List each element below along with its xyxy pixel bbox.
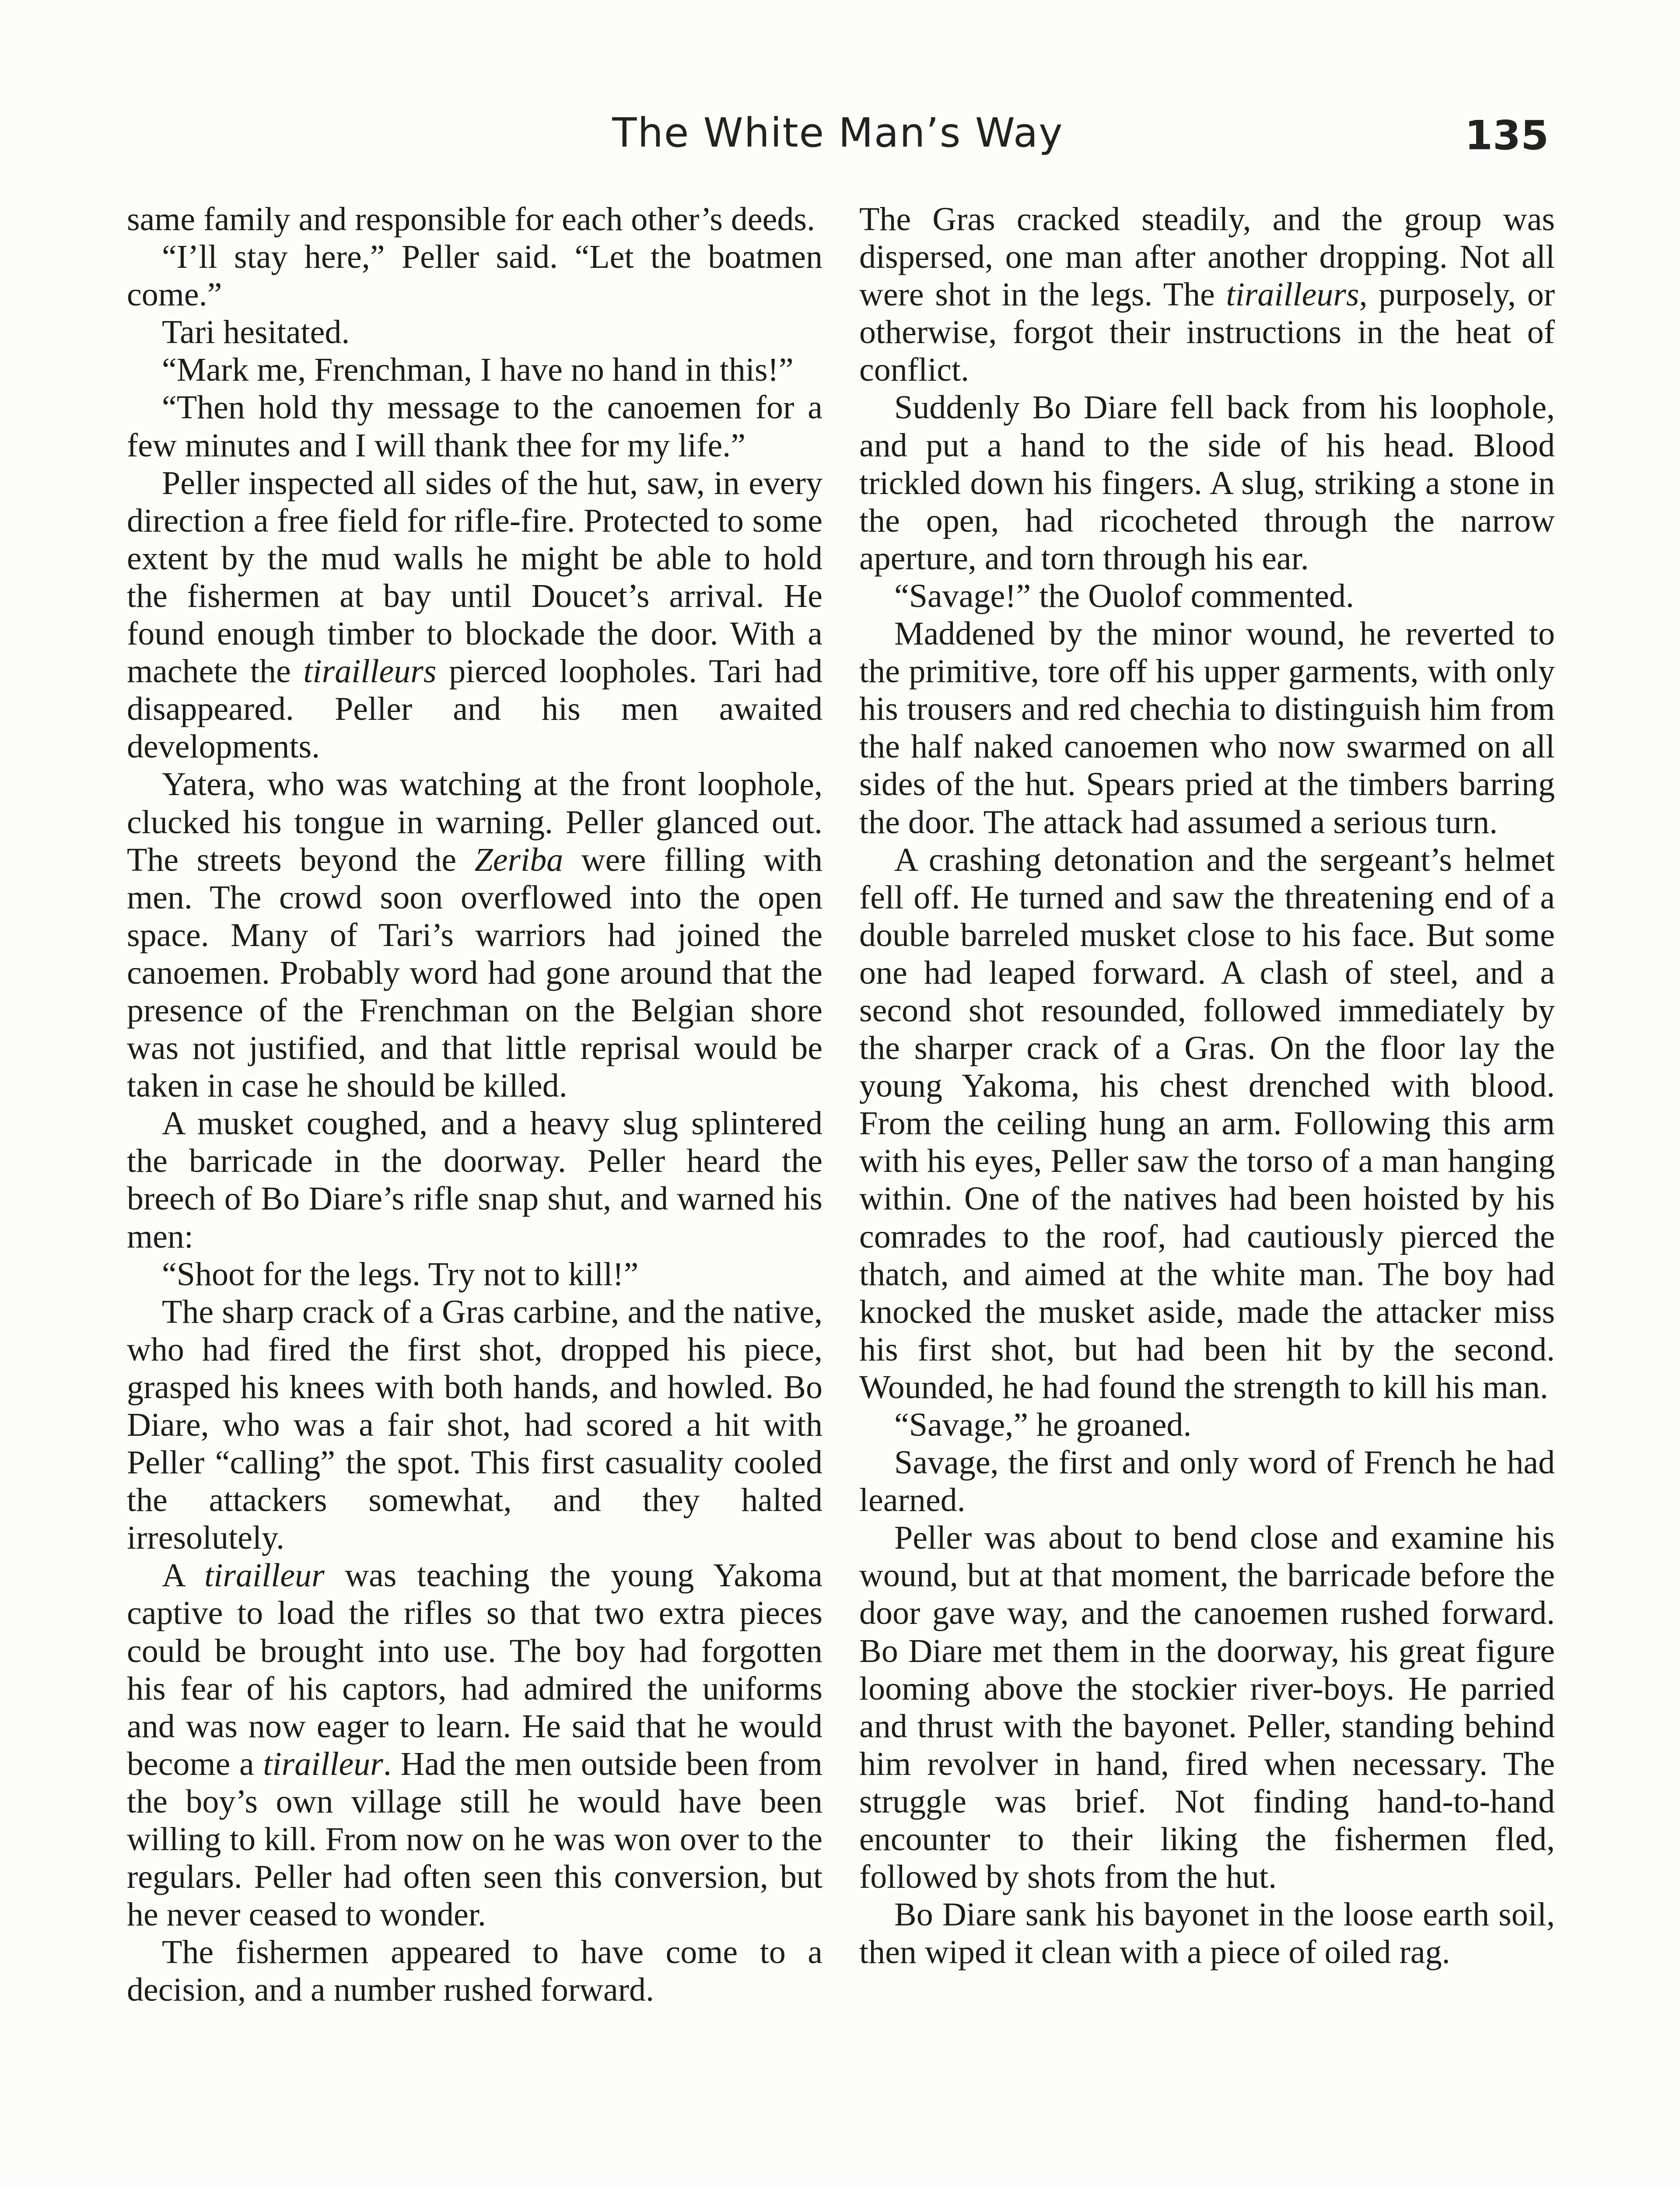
paragraph: Peller was about to bend close and examine his wound, but at that moment, the barricade before the door gave way, and the canoemen rushed forward. Bo Diare met them in the doorway, his great figure looming above the stockier river-boys. He parried and thrust with the bayonet. Peller, standing behind him revolver in hand, fired when necessary. The struggle was brief. Not finding hand-to-hand encounter to their liking the fishermen fled, followed by shots from the hut. bbox=[859, 1519, 1555, 1896]
paragraph: “Shoot for the legs. Try not to kill!” bbox=[162, 1255, 639, 1293]
paragraph: Tari hesitated. bbox=[162, 314, 350, 351]
paragraph: Yatera, who was watching at the front loophole, clucked his tongue in warning. Peller glanced out. The streets beyond the Zeriba were filling with men. The crowd soon overflowed into the open space. Many of Tari’s warriors had joined the canoemen. Probably word had gone around that the presence of the Frenchman on the Belgian shore was not justified, and that little reprisal would be taken in case he should be killed. bbox=[127, 766, 822, 1105]
running-head bbox=[127, 109, 1549, 162]
paragraph: Bo Diare sank his bayonet in the loose earth soil, then wiped it clean with a piece of oiled rag. bbox=[859, 1896, 1555, 1971]
paragraph: “Savage!” the Ouolof commented. bbox=[894, 577, 1354, 614]
paragraph: same family and responsible for each other’s deeds. bbox=[127, 201, 815, 238]
paragraph: The sharp crack of a Gras carbine, and the native, who had fired the first shot, dropped his piece, grasped his knees with both hands, and howled. Bo Diare, who was a fair shot, had scored a hit with Peller “calling” the spot. This first casuality cooled the attackers somewhat, and they halted irresolutely. bbox=[127, 1293, 822, 1557]
paragraph: Savage, the first and only word of French he had learned. bbox=[859, 1444, 1555, 1519]
right-text-column bbox=[859, 200, 1555, 1971]
paragraph: Peller inspected all sides of the hut, saw, in every direction a free field for rifle-fire. Protected to some extent by the mud walls he might be able to hold the fishermen at bay until Doucet’s arrival. He found enough timber to blockade the door. With a machete the tirailleurs pierced loopholes. Tari had disappeared. Peller and his men awaited developments. bbox=[127, 464, 822, 765]
paragraph: “Savage,” he groaned. bbox=[894, 1406, 1192, 1443]
paragraph: A crashing detonation and the sergeant’s helmet fell off. He turned and saw the threatening end of a double barreled musket close to his face. But some one had leaped forward. A clash of steel, and a second shot resounded, followed immediately by the sharper crack of a Gras. On the floor lay the young Yakoma, his chest drenched with blood. From the ceiling hung an arm. Following this arm with his eyes, Peller saw the torso of a man hanging within. One of the natives had been hoisted by his comrades to the roof, had cautiously pierced the thatch, and aimed at the white man. The boy had knocked the musket aside, made the attacker miss his first shot, but had been hit by the second. Wounded, he had found the strength to kill his man. bbox=[859, 841, 1555, 1406]
paragraph: “I’ll stay here,” Peller said. “Let the boatmen come.” bbox=[127, 238, 822, 313]
paragraph: The Gras cracked steadily, and the group was dispersed, one man after another dropping. Not all were shot in the legs. The tirailleurs, purposely, or otherwise, forgot their instructions in the heat of conflict. bbox=[859, 201, 1555, 389]
paragraph: “Then hold thy message to the canoemen for a few minutes and I will thank thee for my life.” bbox=[127, 389, 822, 464]
left-text-column bbox=[127, 200, 822, 2009]
page-number: 135 bbox=[1464, 112, 1549, 159]
paragraph: Suddenly Bo Diare fell back from his loophole, and put a hand to the side of his head. Blood trickled down his fingers. A slug, striking a stone in the open, had ricocheted through the narrow aperture, and torn through his ear. bbox=[859, 389, 1555, 577]
paragraph: The fishermen appeared to have come to a decision, and a number rushed forward. bbox=[127, 1934, 822, 2009]
paragraph: “Mark me, Frenchman, I have no hand in this!” bbox=[162, 351, 794, 389]
paragraph: A tirailleur was teaching the young Yakoma captive to load the rifles so that two extra pieces could be brought into use. The boy had forgotten his fear of his captors, had admired the uniforms and was now eager to learn. He said that he would become a tirailleur. Had the men outside been from the boy’s own village still he would have been willing to kill. From now on he was won over to the regulars. Peller had often seen this conversion, but he never ceased to wonder. bbox=[127, 1557, 822, 1933]
paragraph: Maddened by the minor wound, he reverted to the primitive, tore off his upper garments, with only his trousers and red chechia to distinguish him from the half naked canoemen who now swarmed on all sides of the hut. Spears pried at the timbers barring the door. The attack had assumed a serious turn. bbox=[859, 615, 1555, 841]
running-title: The White Man’s Way bbox=[612, 109, 1064, 156]
paragraph: A musket coughed, and a heavy slug splintered the barricade in the doorway. Peller heard the breech of Bo Diare’s rifle snap shut, and warned his men: bbox=[127, 1105, 822, 1255]
